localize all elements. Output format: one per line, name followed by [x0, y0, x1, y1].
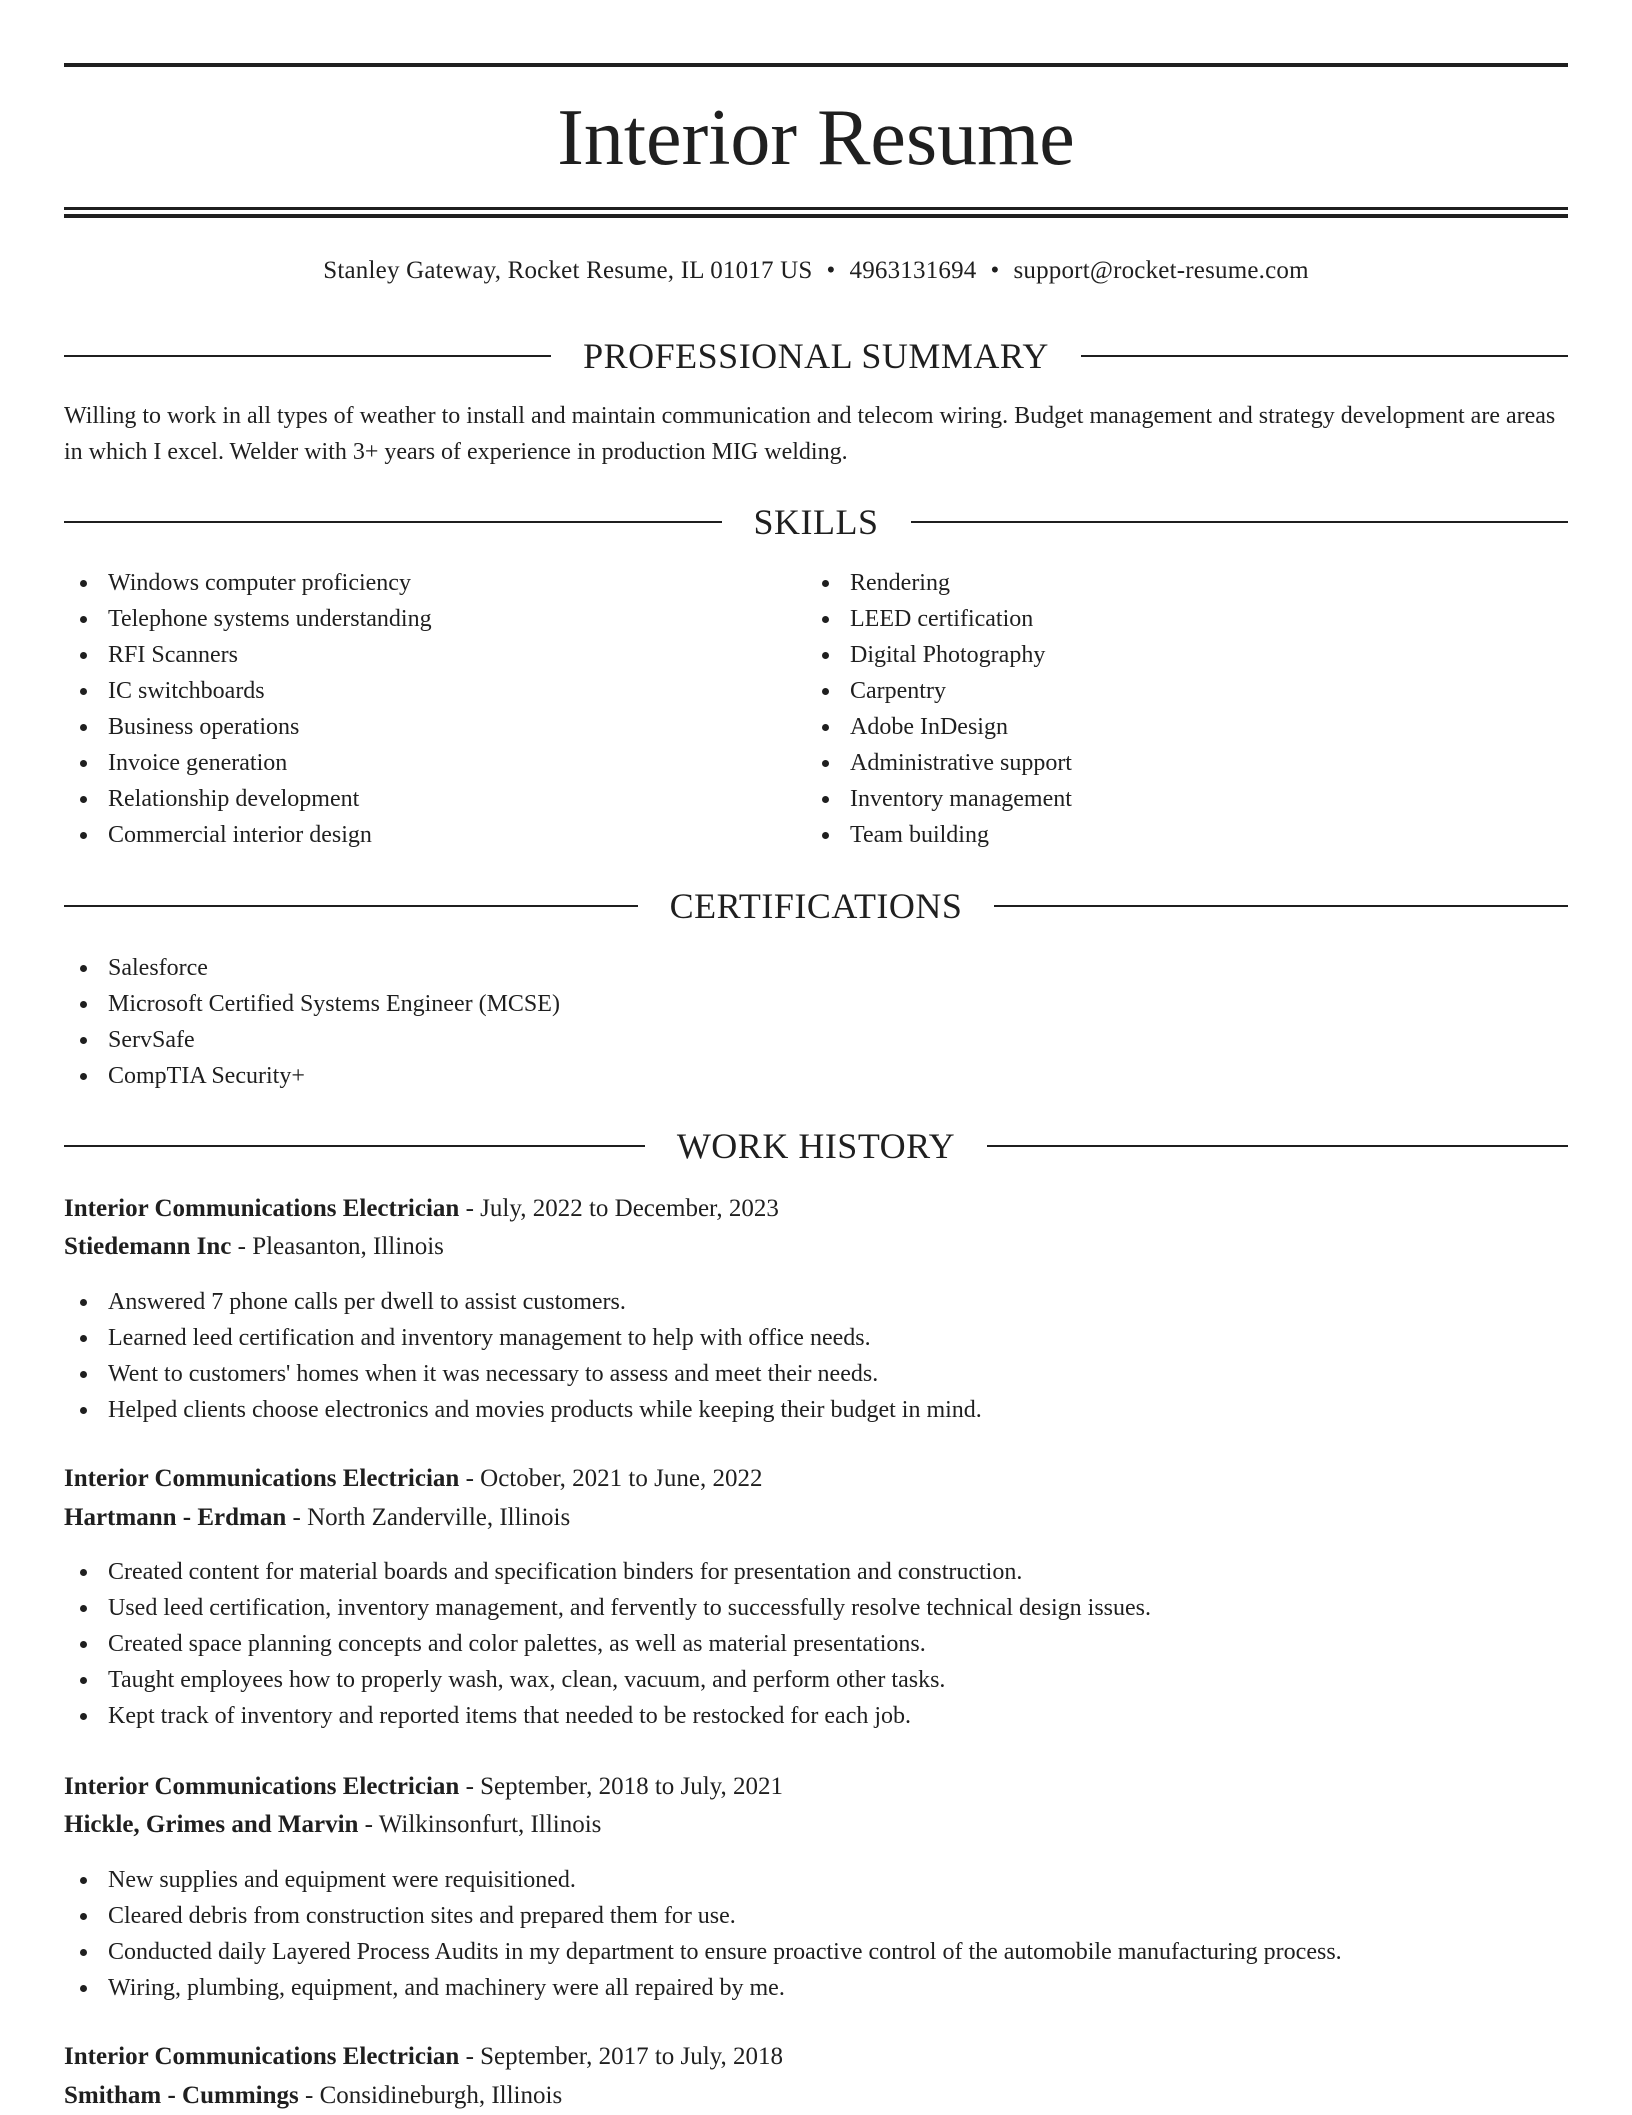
- job-company-line: [64, 1806, 1568, 1844]
- contact-email: support@rocket-resume.com: [1013, 257, 1309, 284]
- job-title-line: [64, 1768, 1568, 1806]
- job-duty: Helped clients choose electronics and movies products while keeping their budget in mind.: [64, 1392, 982, 1428]
- certification-item: Salesforce: [64, 950, 560, 986]
- section-title: SKILLS: [753, 502, 879, 542]
- section-heading-work: [64, 1124, 1568, 1168]
- job-company-line: [64, 1499, 1568, 1537]
- section-title: CERTIFICATIONS: [669, 886, 963, 926]
- job-dash: -: [459, 1195, 481, 1222]
- job-title: Interior Communications Electrician: [64, 1195, 460, 1222]
- job-title-line: [64, 1190, 1568, 1228]
- certification-item: Microsoft Certified Systems Engineer (MCSE): [64, 986, 560, 1022]
- contact-separator: •: [826, 257, 836, 284]
- top-rule: [64, 63, 1568, 67]
- job-dash: -: [459, 1465, 481, 1492]
- skill-item: Adobe InDesign: [806, 709, 1072, 745]
- job-dates: September, 2018 to July, 2021: [480, 1773, 784, 1800]
- resume-name: Interior Resume: [557, 94, 1075, 182]
- job-title-line: [64, 1460, 1568, 1498]
- divider: [1081, 355, 1568, 357]
- job-dates: July, 2022 to December, 2023: [480, 1195, 779, 1222]
- contact-phone: 4963131694: [849, 257, 977, 284]
- skill-item: Team building: [806, 817, 1072, 853]
- contact-address: Stanley Gateway, Rocket Resume, IL 01017 US: [323, 257, 813, 284]
- skills-list-left: [64, 565, 432, 853]
- section-title: PROFESSIONAL SUMMARY: [583, 336, 1049, 376]
- job-duties: [64, 1862, 1342, 2006]
- job-dash: -: [459, 1773, 481, 1800]
- job-duty: Used leed certification, inventory management, and fervently to successfully resolve technical design issues.: [64, 1590, 1151, 1626]
- skill-item: Commercial interior design: [64, 817, 432, 853]
- job-company: Hickle, Grimes and Marvin: [64, 1811, 359, 1838]
- skill-item: LEED certification: [806, 601, 1072, 637]
- job-duty: New supplies and equipment were requisitioned.: [64, 1862, 1342, 1898]
- divider: [911, 521, 1569, 523]
- job-company-line: [64, 2077, 1568, 2115]
- contact-line: [64, 254, 1568, 288]
- job-dates: September, 2017 to July, 2018: [480, 2043, 784, 2070]
- job-company: Hartmann - Erdman: [64, 1504, 287, 1531]
- skill-item: IC switchboards: [64, 673, 432, 709]
- summary-text: Willing to work in all types of weather to install and maintain communication and telecom wiring. Budget management and strategy development are areas in which I excel. Welder with 3+ years of experience in production MIG welding.: [64, 403, 1556, 465]
- job-location: Pleasanton, Illinois: [252, 1233, 444, 1260]
- job-dash: -: [286, 1504, 308, 1531]
- certification-item: CompTIA Security+: [64, 1058, 560, 1094]
- job-duty: Cleared debris from construction sites and prepared them for use.: [64, 1898, 1342, 1934]
- skill-item: Carpentry: [806, 673, 1072, 709]
- skill-item: Rendering: [806, 565, 1072, 601]
- job-duty: Learned leed certification and inventory management to help with office needs.: [64, 1320, 982, 1356]
- job-location: North Zanderville, Illinois: [307, 1504, 571, 1531]
- job-location: Wilkinsonfurt, Illinois: [378, 1811, 602, 1838]
- job-duty: Wiring, plumbing, equipment, and machinery were all repaired by me.: [64, 1970, 1342, 2006]
- skills-list-right: [806, 565, 1072, 853]
- job-duty: Answered 7 phone calls per dwell to assist customers.: [64, 1284, 982, 1320]
- divider: [64, 1145, 645, 1147]
- job-title-line: [64, 2038, 1568, 2076]
- skill-item: Windows computer proficiency: [64, 565, 432, 601]
- skill-item: RFI Scanners: [64, 637, 432, 673]
- job-dates: October, 2021 to June, 2022: [480, 1465, 763, 1492]
- job-duty: Created content for material boards and specification binders for presentation and construction.: [64, 1554, 1151, 1590]
- job-duty: Taught employees how to properly wash, wax, clean, vacuum, and perform other tasks.: [64, 1662, 1151, 1698]
- job-duty: Went to customers' homes when it was necessary to assess and meet their needs.: [64, 1356, 982, 1392]
- job-duty: Conducted daily Layered Process Audits in my department to ensure proactive control of the automobile manufacturing process.: [64, 1934, 1342, 1970]
- header-double-rule: [64, 207, 1568, 218]
- job-duties: [64, 1554, 1151, 1734]
- divider: [64, 521, 722, 523]
- divider: [64, 355, 551, 357]
- job-duty: Created space planning concepts and color palettes, as well as material presentations.: [64, 1626, 1151, 1662]
- job-dash: -: [459, 2043, 481, 2070]
- job-title: Interior Communications Electrician: [64, 1465, 460, 1492]
- contact-separator: •: [990, 257, 1000, 284]
- job-location: Considineburgh, Illinois: [319, 2082, 563, 2109]
- section-title: WORK HISTORY: [676, 1126, 956, 1166]
- skill-item: Administrative support: [806, 745, 1072, 781]
- divider: [994, 905, 1568, 907]
- job-company: Stiedemann Inc: [64, 1233, 232, 1260]
- job-duty: Kept track of inventory and reported items that needed to be restocked for each job.: [64, 1698, 1151, 1734]
- section-heading-certifications: [64, 884, 1568, 928]
- job-dash: -: [358, 1811, 379, 1838]
- skill-item: Business operations: [64, 709, 432, 745]
- skill-item: Inventory management: [806, 781, 1072, 817]
- job-dash: -: [298, 2082, 320, 2109]
- job-company: Smitham - Cummings: [64, 2082, 299, 2109]
- divider: [64, 905, 638, 907]
- certification-item: ServSafe: [64, 1022, 560, 1058]
- job-company-line: [64, 1228, 1568, 1266]
- skill-item: Relationship development: [64, 781, 432, 817]
- job-dash: -: [231, 1233, 253, 1260]
- divider: [987, 1145, 1568, 1147]
- job-title: Interior Communications Electrician: [64, 2043, 460, 2070]
- job-duties: [64, 1284, 982, 1428]
- certifications-list: [64, 950, 560, 1094]
- section-heading-skills: [64, 500, 1568, 544]
- job-title: Interior Communications Electrician: [64, 1773, 460, 1800]
- skill-item: Invoice generation: [64, 745, 432, 781]
- skill-item: Telephone systems understanding: [64, 601, 432, 637]
- skill-item: Digital Photography: [806, 637, 1072, 673]
- section-heading-summary: [64, 334, 1568, 378]
